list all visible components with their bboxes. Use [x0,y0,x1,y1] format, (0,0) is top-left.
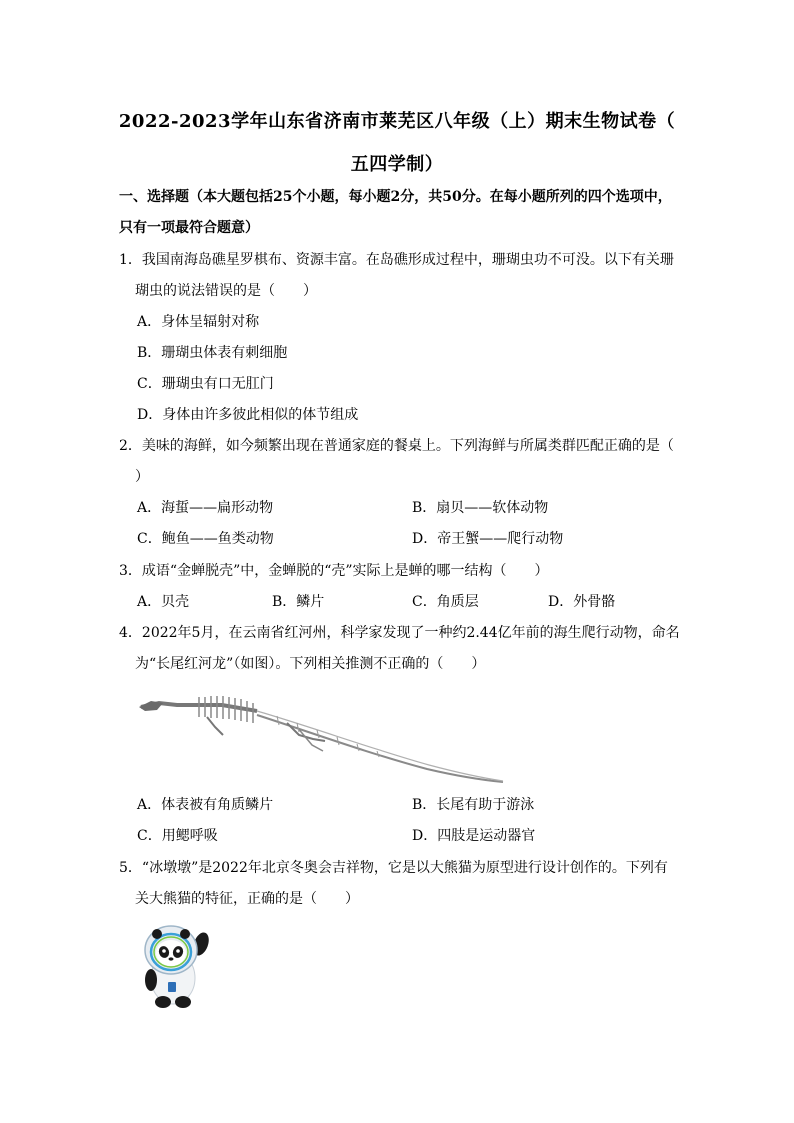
q5-stem-line1: 5．“冰墩墩”是2022年北京冬奥会吉祥物，它是以大熊猫为原型进行设计创作的。下列有 [119,860,668,876]
q3-option-c: C．角质层 [412,594,479,610]
q4-stem-line2: 为“长尾红河龙”（如图）。下列相关推测不正确的（ ） [135,656,486,672]
q3-stem-line1: 3．成语“金蝉脱壳”中，金蝉脱的“壳”实际上是蝉的哪一结构（ ） [119,563,549,579]
q2-option-d: D．帝王蟹——爬行动物 [412,531,564,547]
section-heading-line1: 一、选择题（本大题包括25个小题，每小题2分，共50分。在每小题所列的四个选项中， [119,189,672,205]
q4-option-b: B．长尾有助于游泳 [412,797,535,813]
q5-stem-line2: 关大熊猫的特征，正确的是（ ） [135,891,359,907]
q1-option-d: D．身体由许多彼此相似的体节组成 [137,407,359,423]
q4-option-c: C．用鳃呼吸 [137,828,218,844]
q1-option-c: C．珊瑚虫有口无肛门 [137,376,274,392]
q4-stem-line1: 4．2022年5月，在云南省红河州，科学家发现了一种约2.44亿年前的海生爬行动物，命名 [119,625,680,641]
section-heading-line2: 只有一项最符合题意） [119,220,259,236]
q2-stem-line1: 2．美味的海鲜，如今频繁出现在普通家庭的餐桌上。下列海鲜与所属类群匹配正确的是（ [119,438,674,454]
q2-option-a: A．海蜇——扁形动物 [137,500,274,516]
q1-option-b: B．珊瑚虫体表有刺细胞 [137,345,288,361]
q2-option-b: B．扇贝——软体动物 [412,500,549,516]
q3-option-a: A．贝壳 [137,594,190,610]
q2-stem-line2: ） [135,469,149,485]
q1-stem-line2: 瑚虫的说法错误的是（ ） [135,283,317,299]
q2-option-c: C．鲍鱼——鱼类动物 [137,531,274,547]
q4-option-a: A．体表被有角质鳞片 [137,797,274,813]
exam-title-line1: 2022-2023学年山东省济南市莱芜区八年级（上）期末生物试卷（ [118,111,676,132]
q3-option-b: B．鳞片 [272,594,325,610]
exam-title-line2: 五四学制） [350,154,444,175]
q1-stem-line1: 1．我国南海岛礁星罗棋布、资源丰富。在岛礁形成过程中，珊瑚虫功不可没。以下有关珊 [119,252,674,268]
q4-option-d: D．四肢是运动器官 [412,828,536,844]
q1-option-a: A．身体呈辐射对称 [137,314,260,330]
fossil-reptile-skeleton-image [137,683,505,786]
bing-dwen-dwen-mascot-image [137,922,211,1010]
q3-option-d: D．外骨骼 [548,594,616,610]
